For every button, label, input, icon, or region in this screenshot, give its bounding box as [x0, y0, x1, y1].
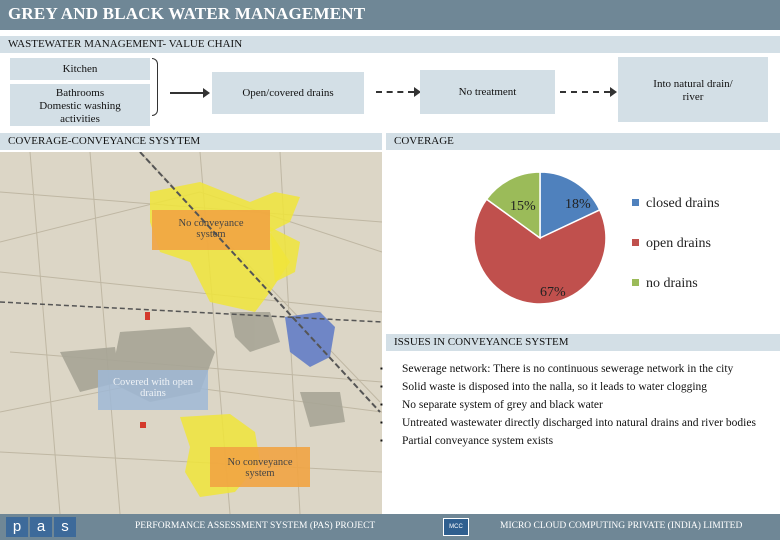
map-label-mid-line-2: drains: [140, 388, 166, 399]
source-line-1: Bathrooms: [55, 87, 105, 99]
legend-swatch-open: [632, 239, 639, 246]
legend-closed-drains: [632, 196, 719, 212]
map-label-no-conveyance-top: [152, 218, 270, 240]
footer-right-text: MICRO CLOUD COMPUTING PRIVATE (INDIA) LIMITED: [500, 521, 743, 531]
treatment-box: [420, 70, 555, 114]
legend-swatch-none: [632, 279, 639, 286]
pie-label-no-drains: 15%: [510, 199, 536, 214]
coverage-band: [386, 133, 780, 150]
source-bracket: [152, 58, 158, 116]
issue-item: ▪ Partial conveyance system exists: [386, 432, 768, 450]
issue-item: ▪ Solid waste is disposed into the nalla, so it leads to water clogging: [386, 378, 768, 396]
coverage-heading: COVERAGE: [394, 135, 454, 147]
legend-label-open: open drains: [646, 236, 711, 251]
map-label-bottom-line-2: system: [245, 468, 275, 479]
issue-item: ▪ Untreated wastewater directly discharged into natural drains and river bodies: [386, 414, 768, 432]
source-line-2: Domestic washing: [39, 100, 121, 112]
disposal-box: [618, 57, 768, 122]
legend-label-none: no drains: [646, 276, 698, 291]
drains-label: Open/covered drains: [242, 87, 334, 99]
source-bathrooms-box: [10, 84, 150, 126]
pie-label-closed-drains: 18%: [565, 197, 591, 212]
legend-open-drains: [632, 236, 711, 252]
pas-logo-s: s: [54, 517, 76, 537]
treatment-label: No treatment: [458, 86, 517, 98]
legend-swatch-closed: [632, 199, 639, 206]
source-kitchen-label: Kitchen: [62, 63, 98, 75]
dashed-arrow-to-disposal: [560, 91, 610, 93]
issues-heading: ISSUES IN CONVEYANCE SYSTEM: [394, 336, 569, 348]
coverage-conveyance-band: [0, 133, 382, 150]
drains-box: [212, 72, 364, 114]
legend-label-closed: closed drains: [646, 196, 720, 211]
pas-logo-a: a: [30, 517, 52, 537]
page-title: GREY AND BLACK WATER MANAGEMENT: [8, 4, 366, 23]
value-chain-band: [0, 36, 780, 53]
coverage-conveyance-heading: COVERAGE-CONVEYANCE SYSYTEM: [8, 135, 201, 147]
pas-logo-p: p: [6, 517, 28, 537]
source-kitchen-box: [10, 58, 150, 80]
footer-left-text: PERFORMANCE ASSESSMENT SYSTEM (PAS) PROJECT: [135, 521, 376, 531]
map-label-top-line-2: system: [196, 229, 226, 240]
issue-item: ▪ Sewerage network: There is no continuous sewerage network in the city: [386, 360, 768, 378]
disposal-line-2: river: [682, 91, 704, 103]
title-bar: [0, 0, 780, 30]
map-label-mid-line-1: Covered with open: [113, 377, 193, 388]
dashed-arrow-to-treatment: [376, 91, 414, 93]
footer: [0, 514, 780, 540]
conveyance-map: [0, 152, 382, 514]
map-label-covered-open: [98, 377, 208, 399]
value-chain-heading: WASTEWATER MANAGEMENT- VALUE CHAIN: [8, 38, 243, 50]
map-graphic: [0, 152, 382, 514]
issues-band: [386, 334, 780, 351]
mcc-logo: MCC: [443, 518, 469, 536]
disposal-line-1: Into natural drain/: [653, 78, 733, 90]
source-line-3: activities: [60, 113, 100, 125]
legend-no-drains: [632, 276, 698, 292]
pie-label-open-drains: 67%: [540, 285, 566, 300]
issues-list: [386, 360, 768, 450]
map-label-top-line-1: No conveyance: [178, 218, 244, 229]
map-label-bottom-line-1: No conveyance: [227, 457, 293, 468]
issue-item: ▪ No separate system of grey and black water: [386, 396, 768, 414]
arrow-to-drains: [170, 92, 204, 94]
map-label-no-conveyance-bottom: [210, 457, 310, 479]
